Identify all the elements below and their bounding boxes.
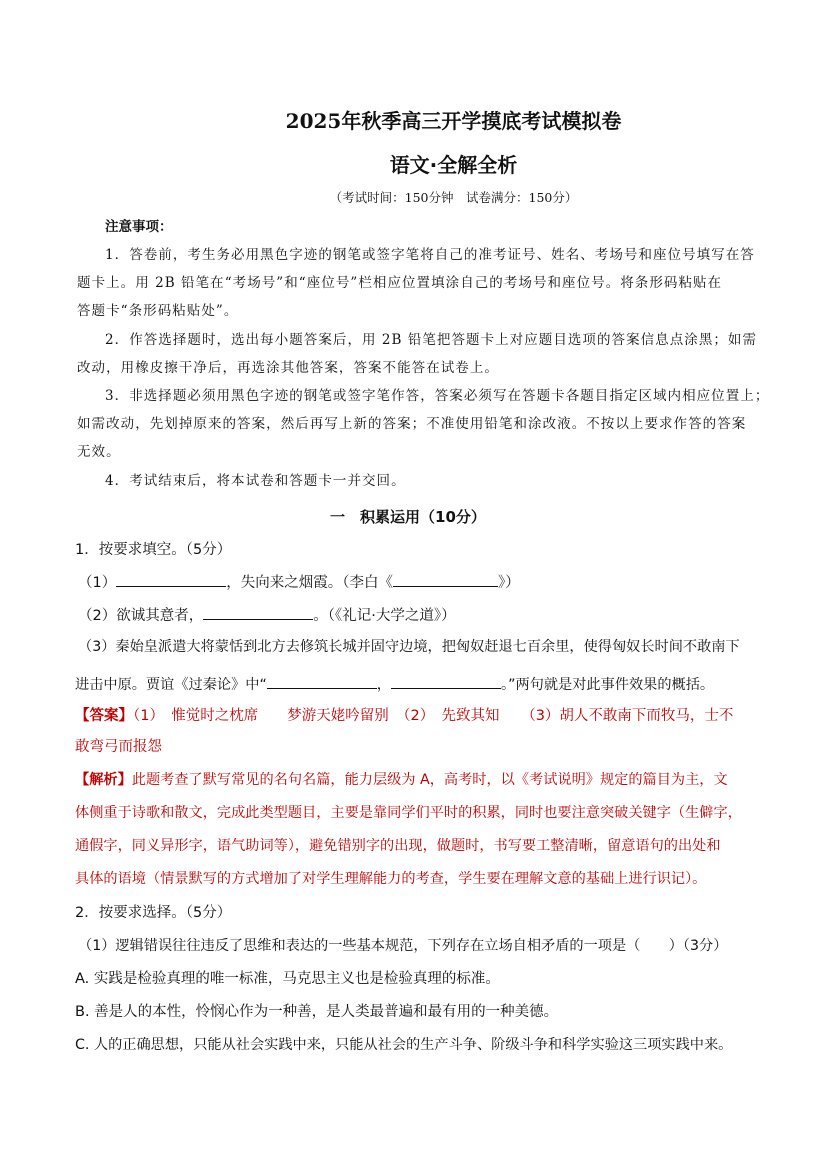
answer-blank[interactable] — [393, 572, 498, 587]
part-text: ，失向来之烟霞。（李白《 — [226, 575, 393, 591]
part-text: ， — [376, 677, 391, 693]
notice-line: 如需改动，先划掉原来的答案，然后再写上新的答案；不准使用铅笔和涂改液。不按以上要求作答的答案 — [77, 416, 747, 432]
analysis-text: 此题考查了默写常见的名句名篇，能力层级为 A，高考时，以《考试说明》规定的篇目为主，文 — [131, 772, 728, 788]
part-text: 》） — [497, 575, 520, 591]
analysis-tag: 【解析】 — [75, 772, 132, 788]
answer-line — [75, 707, 733, 725]
answer-blank[interactable] — [116, 572, 226, 587]
answer-line: 敢弯弓而报怨 — [75, 739, 162, 755]
section-title: 一 积累运用（10分） — [330, 508, 486, 526]
question-1-part-3: （3）秦始皇派遣大将蒙恬到北方去修筑长城并固守边境，把匈奴赶退七百余里，使得匈奴长时间不敢南下 — [78, 639, 740, 655]
exam-info: （考试时间：150分钟 试卷满分：150分） — [329, 190, 578, 205]
question-1-part-2 — [78, 605, 456, 625]
part-text: 。（《礼记·大学之道》） — [313, 608, 456, 624]
answer-tag: 【答案】 — [75, 708, 133, 724]
notice-line: 4．考试结束后，将本试卷和答题卡一并交回。 — [105, 473, 406, 489]
analysis-line: 具体的语境（情景默写的方式增加了对学生理解能力的考查，学生要在理解文意的基础上进行识记）。 — [75, 871, 707, 887]
notice-line: 答题卡“条形码粘贴处”。 — [77, 303, 239, 319]
part-text: （2）欲诚其意者， — [78, 608, 204, 624]
notice-line: 2．作答选择题时，选出每小题答案后，用 2B 铅笔把答题卡上对应题目选项的答案信息点涂黑；如需 — [105, 332, 758, 348]
part-label: （1） — [78, 575, 117, 591]
question-2-stem: 2．按要求选择。（5分） — [75, 905, 232, 921]
notice-line: 1．答卷前，考生务必用黑色字迹的钢笔或签字笔将自己的准考证号、姓名、考场号和座位号填写在答 — [105, 247, 755, 263]
answer-blank[interactable] — [267, 674, 377, 689]
option-a: A. 实践是检验真理的唯一标准，马克思主义也是检验真理的标准。 — [75, 971, 500, 987]
question-1-stem: 1．按要求填空。（5分） — [75, 542, 232, 558]
exam-subtitle: 语文·全解全析 — [389, 153, 518, 177]
question-1-part-1 — [78, 572, 520, 592]
analysis-line: 体侧重于诗歌和散文，完成此类型题目，主要是靠同学们平时的积累，同时也要注意突破关键字（生僻字， — [75, 805, 742, 821]
answer-blank[interactable] — [391, 674, 501, 689]
notice-line: 无效。 — [77, 444, 121, 460]
question-1-part-3-cont — [75, 674, 714, 694]
notice-line: 题卡上。用 2B 铅笔在“考场号”和“座位号”栏相应位置填涂自己的考场号和座位号。将条形码粘贴在 — [77, 275, 723, 291]
question-2-sub-1: （1）逻辑错误往往违反了思维和表达的一些基本规范，下列存在立场自相矛盾的一项是（ ）（3分） — [78, 938, 728, 954]
notice-line: 3．非选择题必须用黑色字迹的钢笔或签字笔作答，答案必须写在答题卡各题目指定区域内相应位置上； — [105, 388, 770, 404]
option-b: B. 善是人的本性，怜悯心作为一种善，是人类最普遍和最有用的一种美德。 — [75, 1004, 559, 1020]
analysis-line — [75, 771, 728, 789]
analysis-line: 通假字，同义异形字，语气助词等），避免错别字的出现，做题时，书写要工整清晰，留意语句的出处和 — [75, 838, 721, 854]
answer-blank[interactable] — [203, 605, 313, 620]
option-c: C. 人的正确思想，只能从社会实践中来，只能从社会的生产斗争、阶级斗争和科学实验这三项实践中来。 — [75, 1037, 733, 1053]
part-text: 。”两句就是对此事件效果的概括。 — [501, 677, 715, 693]
part-text: 进击中原。贾谊《过秦论》中“ — [75, 677, 267, 693]
notice-line: 改动，用橡皮擦干净后，再选涂其他答案，答案不能答在试卷上。 — [77, 360, 499, 376]
answer-text: （1） 惟觉时之枕席 梦游天姥吟留别 （2） 先致其知 （3）胡人不敢南下而牧马，士不 — [133, 708, 734, 724]
exam-title: 2025年秋季高三开学摸底考试模拟卷 — [285, 109, 622, 133]
notice-heading: 注意事项： — [105, 219, 173, 235]
